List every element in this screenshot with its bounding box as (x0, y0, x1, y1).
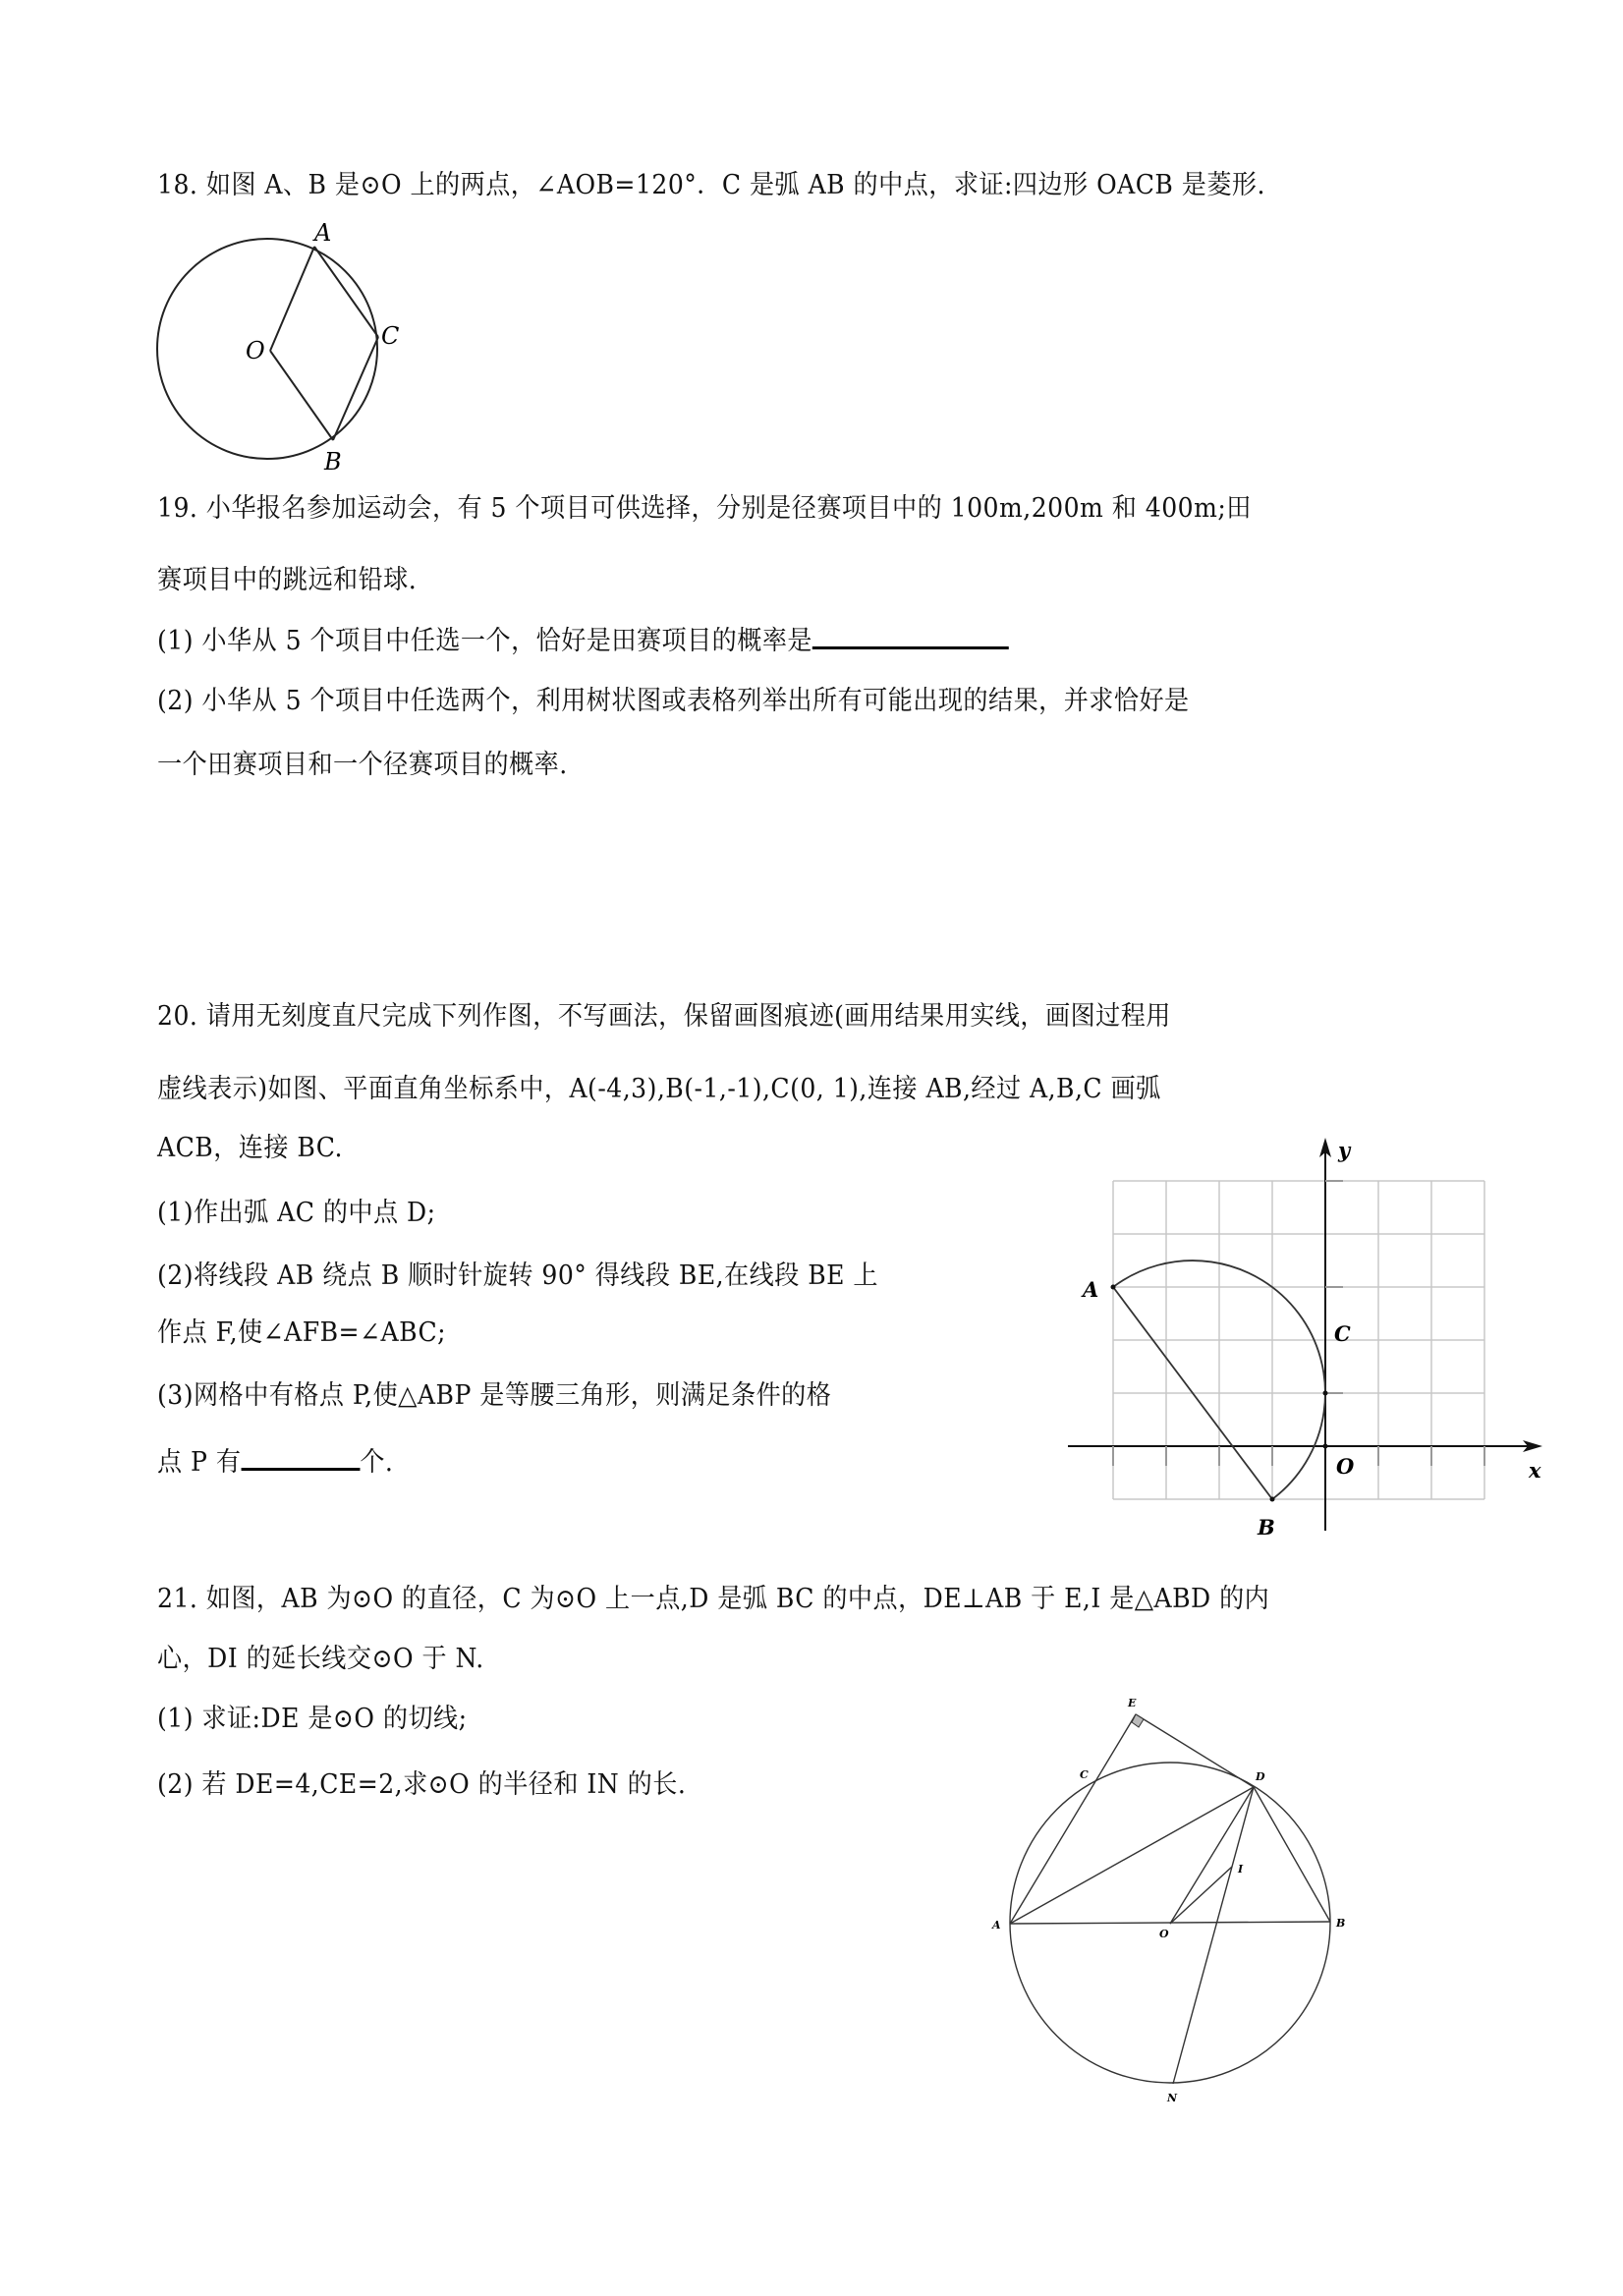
q20-label-x: x (1529, 1458, 1541, 1483)
q20-label-C: C (1334, 1321, 1351, 1346)
q21-statement-line2: 心，DI 的延长线交⊙O 于 N. (157, 1644, 484, 1674)
q20-part3-pre: 点 P 有 (157, 1447, 242, 1478)
q21-label-N: N (1167, 2092, 1178, 2104)
q21-label-C: C (1080, 1768, 1089, 1781)
q20-label-y: y (1338, 1138, 1351, 1162)
q20-label-A: A (1083, 1277, 1099, 1302)
q20-part2-line1: (2)将线段 AB 绕点 B 顺时针旋转 90° 得线段 BE,在线段 BE 上 (157, 1260, 878, 1291)
q18-label-C: C (381, 322, 400, 350)
q19-part2-line2: 一个田赛项目和一个径赛项目的概率. (157, 750, 568, 780)
q20-part2-line2: 作点 F,使∠AFB=∠ABC; (157, 1317, 447, 1348)
q19-statement-line1: 19. 小华报名参加运动会，有 5 个项目可供选择，分别是径赛项目中的 100m,200m 和 400m;田 (157, 493, 1252, 524)
q18-label-B: B (324, 448, 342, 476)
q19-part1-text: (1) 小华从 5 个项目中任选一个，恰好是田赛项目的概率是 (157, 626, 812, 656)
q21-label-D: D (1256, 1770, 1265, 1783)
q20-part3-line1: (3)网格中有格点 P,使△ABP 是等腰三角形，则满足条件的格 (157, 1380, 832, 1411)
q21-segment-DN (1173, 1787, 1254, 2084)
q21-right-angle-marker (1132, 1714, 1144, 1727)
q21-segment-AD (1010, 1787, 1254, 1924)
q20-label-O: O (1336, 1454, 1355, 1479)
q21-part1: (1) 求证:DE 是⊙O 的切线; (157, 1704, 468, 1734)
q21-segment-ED (1136, 1714, 1254, 1787)
q19-part2-line1: (2) 小华从 5 个项目中任选两个，利用树状图或表格列举出所有可能出现的结果，并求恰好是 (157, 686, 1190, 716)
q20-statement-line2: 虚线表示)如图、平面直角坐标系中，A(-4,3),B(-1,-1),C(0, 1),连接 AB,经过 A,B,C 画弧 (157, 1074, 1161, 1104)
q21-statement-line1: 21. 如图，AB 为⊙O 的直径，C 为⊙O 上一点,D 是弧 BC 的中点，DE⊥AB 于 E,I 是△ABD 的内 (157, 1584, 1270, 1614)
q20-label-B: B (1258, 1515, 1275, 1540)
q20-statement-line1: 20. 请用无刻度直尺完成下列作图，不写画法，保留画图痕迹(画用结果用实线，画图过程用 (157, 1001, 1171, 1032)
q21-label-O: O (1159, 1928, 1169, 1940)
q20-statement-line3: ACB，连接 BC. (157, 1133, 343, 1163)
q21-segment-AE (1010, 1714, 1136, 1924)
q18-statement: 18. 如图 A、B 是⊙O 上的两点，∠AOB=120°．C 是弧 AB 的中点，求证:四边形 OACB 是菱形. (157, 170, 1265, 200)
q21-segment-DB (1254, 1787, 1330, 1922)
q21-segment-OI (1170, 1867, 1232, 1924)
q18-label-A: A (314, 219, 332, 247)
q21-segment-OD (1170, 1787, 1254, 1924)
q20-part3-post: 个. (360, 1447, 394, 1478)
q21-label-E: E (1128, 1697, 1137, 1709)
q18-label-O: O (246, 337, 265, 364)
q21-part2: (2) 若 DE=4,CE=2,求⊙O 的半径和 IN 的长. (157, 1769, 687, 1800)
q21-label-B: B (1336, 1917, 1346, 1930)
q19-statement-line2: 赛项目中的跳远和铅球. (157, 565, 418, 595)
q21-label-I: I (1238, 1863, 1244, 1876)
q20-part1: (1)作出弧 AC 的中点 D; (157, 1198, 436, 1228)
q21-label-A: A (992, 1919, 1001, 1932)
